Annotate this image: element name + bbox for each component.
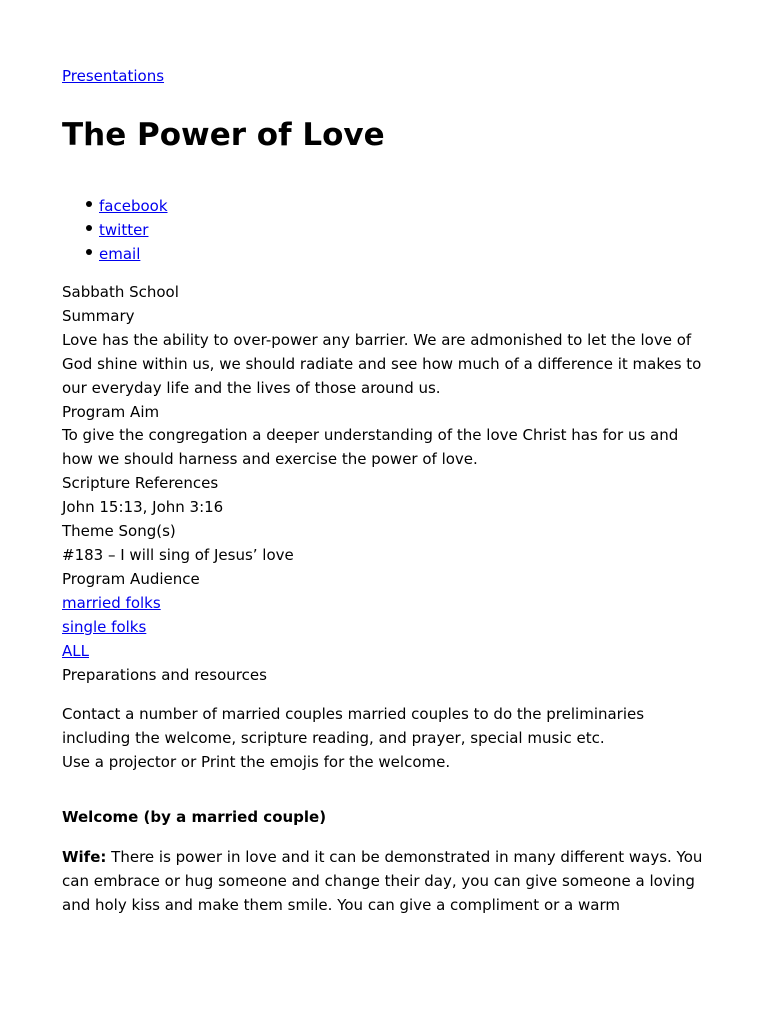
share-links-list bbox=[62, 194, 168, 266]
audience-married-folks-link[interactable]: married folks bbox=[62, 593, 161, 612]
spacer bbox=[62, 775, 712, 806]
preparations-text-1: Contact a number of married couples married couples to do the preliminaries including the welcome, scripture reading, and prayer, special music etc. bbox=[62, 705, 645, 748]
spacer bbox=[62, 830, 712, 846]
page-title: The Power of Love bbox=[62, 117, 385, 153]
category-label: Sabbath School bbox=[62, 283, 179, 301]
audience-single-folks-link[interactable]: single folks bbox=[62, 617, 147, 636]
summary-heading: Summary bbox=[62, 306, 135, 325]
share-item-email bbox=[62, 242, 168, 266]
audience-item bbox=[62, 640, 712, 664]
facebook-share-link[interactable]: facebook bbox=[99, 197, 168, 215]
welcome-text: There is power in love and it can be demonstrated in many different ways. You can embrace or hug someone and change their day, you can give someone a loving and holy kiss and make them smile. You can give a compliment or a warm bbox=[62, 848, 703, 914]
theme-songs-heading: Theme Song(s) bbox=[62, 522, 176, 541]
welcome-heading: Welcome (by a married couple) bbox=[62, 808, 327, 827]
scripture-references-text: John 15:13, John 3:16 bbox=[62, 498, 224, 517]
twitter-share-link[interactable]: twitter bbox=[99, 221, 149, 239]
audience-item bbox=[62, 616, 712, 640]
preparations-paragraph bbox=[62, 703, 712, 775]
share-item-facebook bbox=[62, 194, 168, 218]
welcome-paragraph bbox=[62, 846, 712, 918]
spacer bbox=[62, 687, 712, 703]
program-aim-heading: Program Aim bbox=[62, 402, 160, 421]
audience-all-link[interactable]: ALL bbox=[62, 641, 89, 660]
preparations-heading: Preparations and resources bbox=[62, 665, 267, 684]
speaker-label: Wife: bbox=[62, 848, 107, 867]
program-aim-text: To give the congregation a deeper understanding of the love Christ has for us and how we should harness and exercise the power of love. bbox=[62, 426, 679, 469]
theme-songs-text: #183 – I will sing of Jesus’ love bbox=[62, 545, 294, 564]
email-share-link[interactable]: email bbox=[99, 245, 141, 263]
breadcrumb-presentations-link[interactable]: Presentations bbox=[62, 67, 165, 85]
scripture-references-heading: Scripture References bbox=[62, 474, 219, 493]
audience-item bbox=[62, 592, 712, 616]
share-item-twitter bbox=[62, 218, 168, 242]
summary-text: Love has the ability to over-power any barrier. We are admonished to let the love of God shine within us, we should radiate and see how much of a difference it makes to our everyday life and the lives of those around us. bbox=[62, 330, 702, 397]
preparations-text-2: Use a projector or Print the emojis for the welcome. bbox=[62, 753, 451, 772]
program-audience-heading: Program Audience bbox=[62, 569, 200, 588]
article-content bbox=[62, 281, 712, 918]
